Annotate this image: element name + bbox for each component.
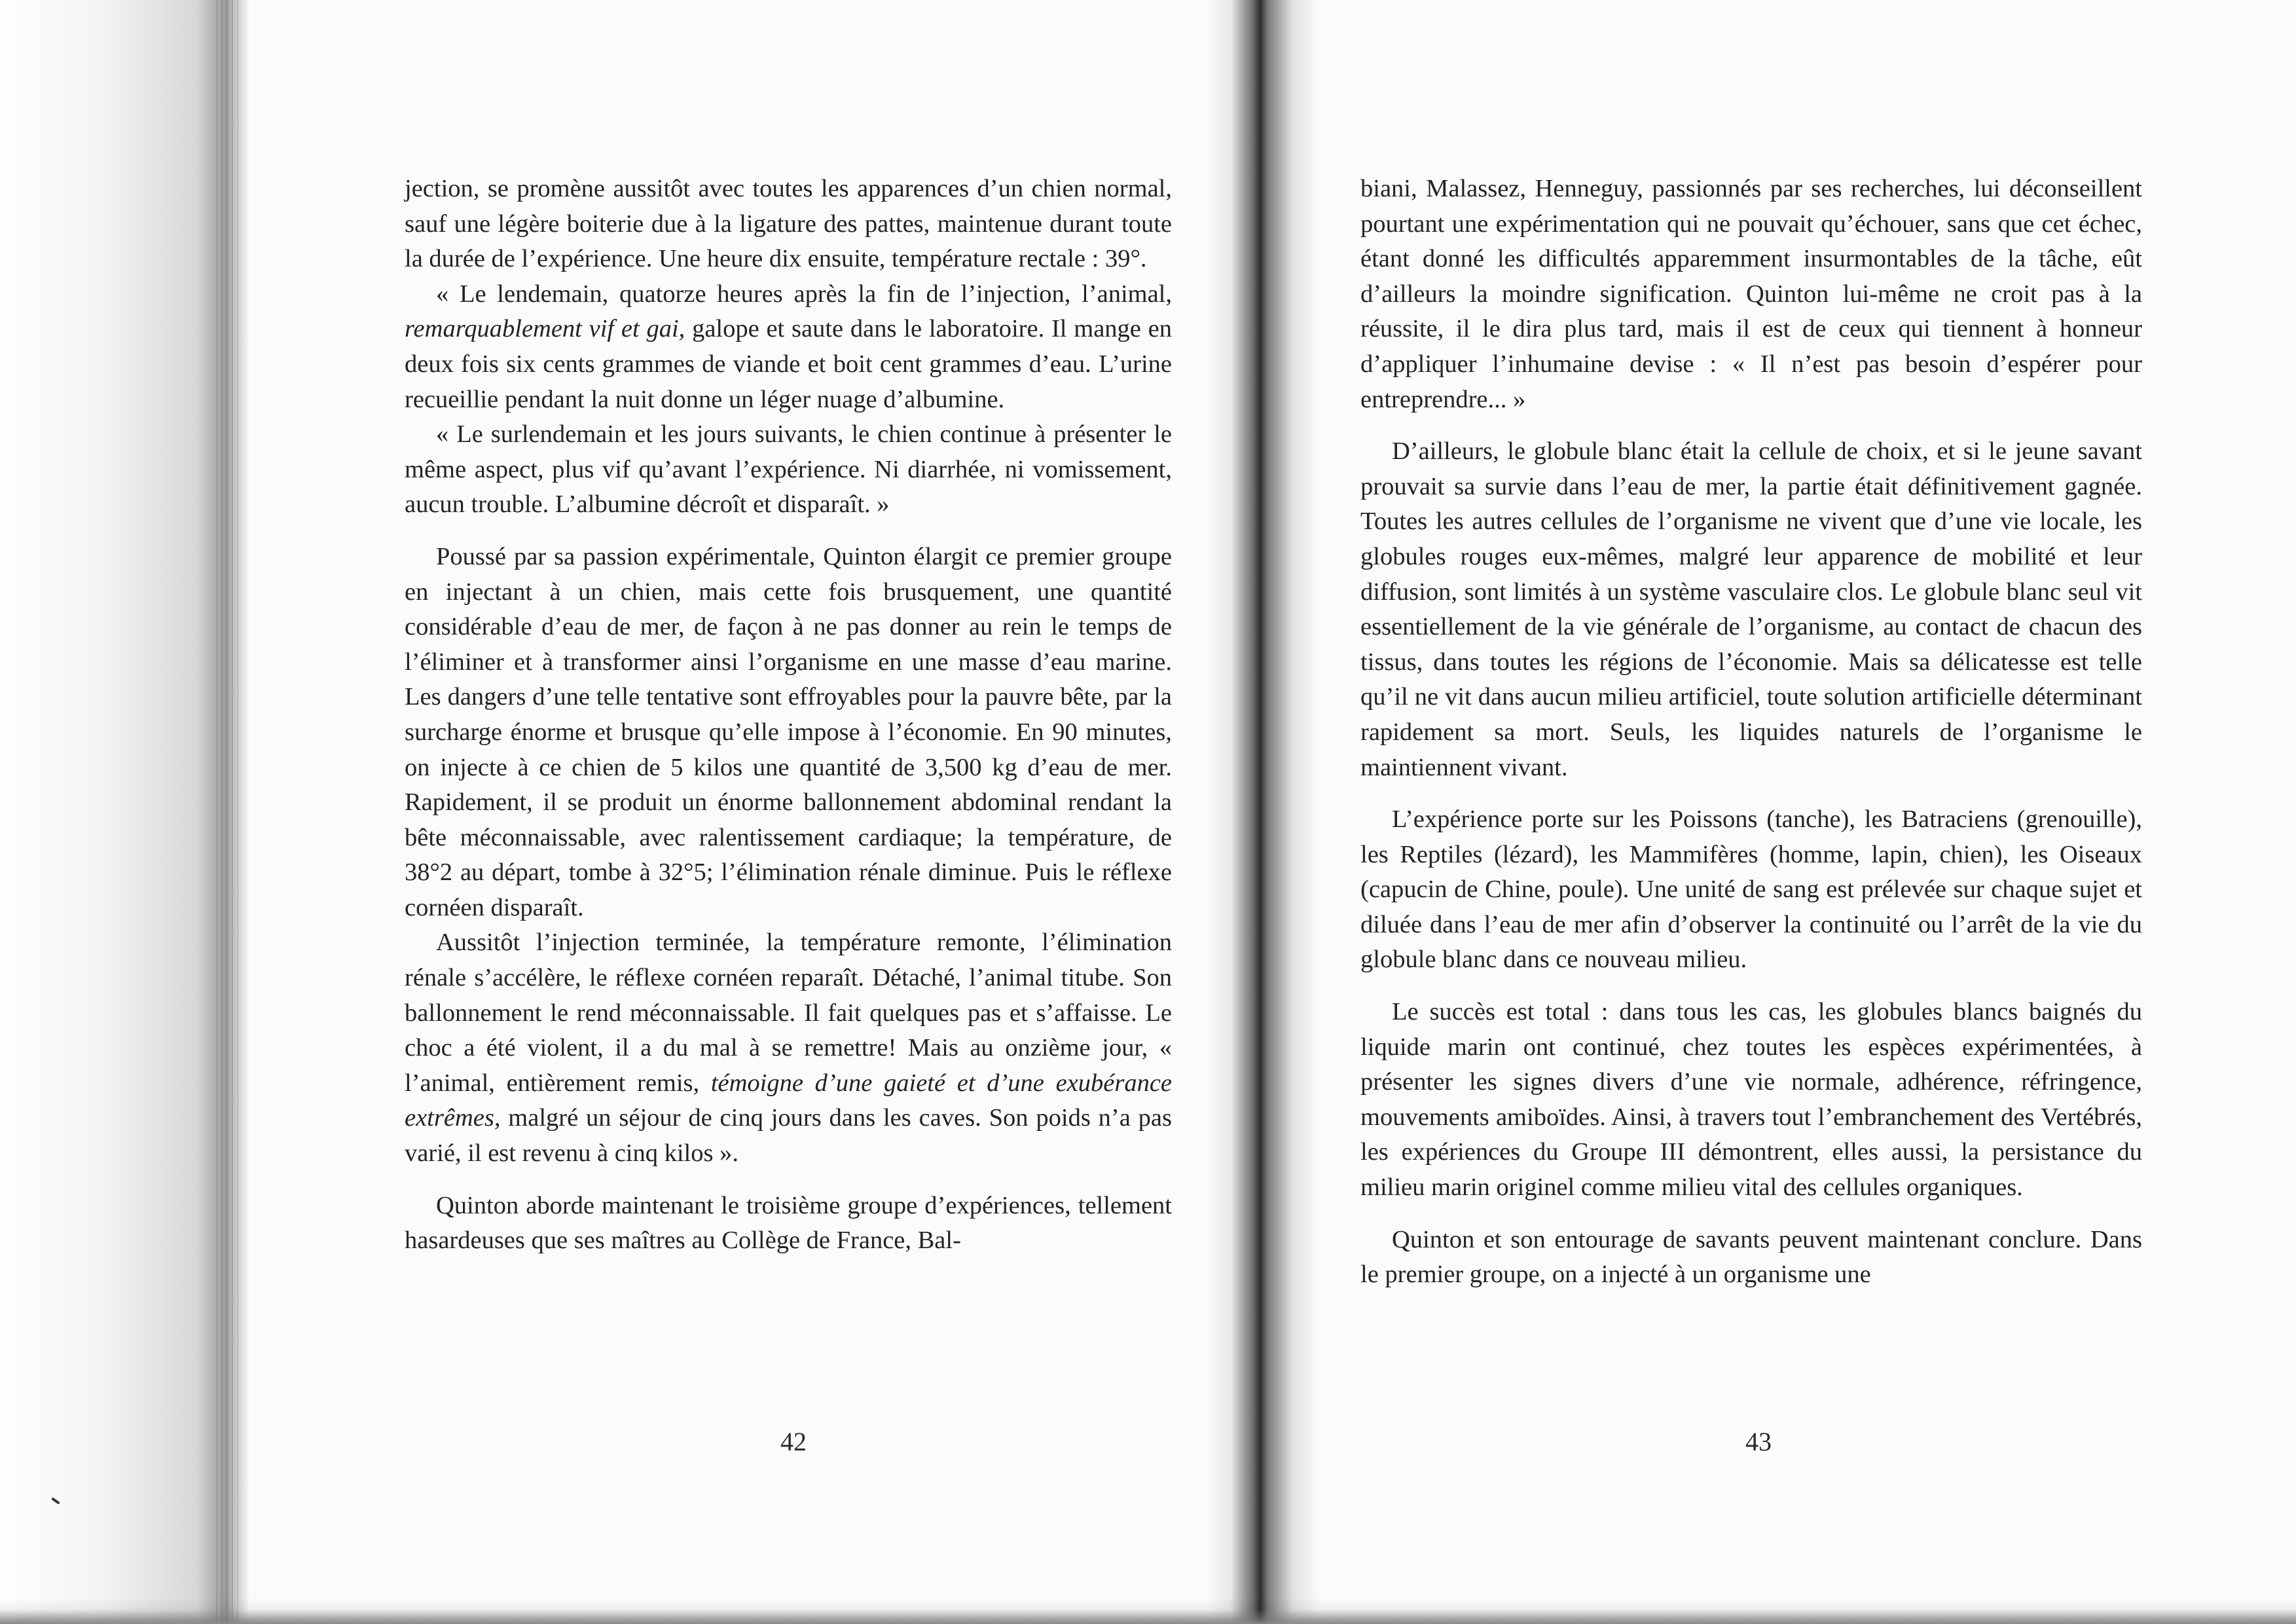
paragraph: biani, Malassez, Henneguy, passionnés par ses recherches, lui déconseillent pourtant une expérimentation qui ne pouvait qu’échouer, sans que cet échec, étant donné les difficultés apparemment insurmontables de la tâche, eût d’ailleurs la moindre signification. Quinton lui-même ne croit pas à la réussite, il le dira plus tard, mais il est de ceux qui tiennent à honneur d’appliquer l’inhumaine devise : « Il n’est pas besoin d’espérer pour entreprendre... »	[1360, 175, 2142, 413]
paragraph: Quinton et son entourage de savants peuvent maintenant conclure. Dans le premier groupe, on a injecté à un organisme une	[1360, 1225, 2142, 1289]
paragraph: D’ailleurs, le globule blanc était la cellule de choix, et si le jeune savant prouvait sa survie dans l’eau de mer, la partie était définitivement gagnée. Toutes les autres cellules de l’organisme ne vivent que d’une vie locale, les globules rouges eux-mêmes, malgré leur apparence de mobilité et leur diffusion, sont limités à un système vasculaire clos. Le globule blanc seul vit essentiellement de la vie générale de l’organisme, au contact de chacun des tissus, dans toutes les régions de l’économie. Mais sa délicatesse est telle qu’il ne vit dans aucun milieu artificiel, toute solution artificielle déterminant rapidement sa mort. Seuls, les liquides naturels de l’organisme le maintiennent vivant.	[1360, 437, 2142, 781]
binding-edge	[0, 0, 249, 1624]
page-number: 43	[1745, 1427, 1772, 1456]
paragraph: Quinton aborde maintenant le troisième groupe d’expériences, tellement hasardeuses que ses maîtres au Collège de France, Bal-	[405, 1191, 1172, 1255]
page-stack-edges	[216, 0, 242, 1624]
paragraph: L’expérience porte sur les Poissons (tanche), les Batraciens (grenouille), les Reptiles (lézard), les Mammifères (homme, lapin, chien), les Oiseaux (capucin de Chine, poule). Une unité de sang est prélevée sur chaque sujet et diluée dans l’eau de mer afin d’observer la continuité ou l’arrêt de la vie du globule blanc dans ce nouveau milieu.	[1360, 805, 2142, 974]
paragraph: jection, se promène aussitôt avec toutes les apparences d’un chien normal, sauf une légère boiterie due à la ligature des pattes, maintenue durant toute la durée de l’expérience. Une heure dix ensuite, température rectale : 39°.	[405, 175, 1172, 273]
left-page-text	[405, 172, 1172, 1259]
italic-quote: remarquablement vif et gai,	[405, 315, 685, 343]
bottom-edge-shadow	[0, 1598, 2296, 1624]
paragraph-text: galope et saute dans le laboratoire. Il mange en deux fois six cents grammes de viande et boit cent grammes d’eau. L’urine recueillie pendant la nuit donne un léger nuage d’albumine.	[405, 315, 1172, 413]
paragraph-text: Aussitôt l’injection terminée, la température remonte, l’élimination rénale s’accélère, le réflexe cornéen reparaît. Détaché, l’animal titube. Son ballonnement le rend méconnaissable. Il fait quelques pas et s’affaisse. Le choc a été violent, il a du mal à se remettre! Mais au onzième jour, « l’animal, entièrement remis,	[405, 929, 1172, 1097]
paragraph: Poussé par sa passion expérimentale, Quinton élargit ce premier groupe en injectant à un chien, mais cette fois brusquement, une quantité considérable d’eau de mer, de façon à ne pas donner au rein le temps de l’éliminer et à transformer ainsi l’organisme en une masse d’eau marine. Les dangers d’une telle tentative sont effroyables pour la pauvre bête, par la surcharge énorme et brusque qu’elle impose à l’économie. En 90 minutes, on injecte à ce chien de 5 kilos une quantité de 3,500 kg d’eau de mer. Rapidement, il se produit un énorme ballonnement abdominal rendant la bête méconnaissable, avec ralentissement cardiaque; la température, de 38°2 au départ, tombe à 32°5; l’élimination rénale diminue. Puis le réflexe cornéen disparaît.	[405, 542, 1172, 921]
paragraph: « Le surlendemain et les jours suivants, le chien continue à présenter le même aspect, plus vif qu’avant l’expérience. Ni diarrhée, ni vomissement, aucun trouble. L’albumine décroît et disparaît. »	[405, 420, 1172, 519]
right-page-text	[1360, 172, 2142, 1293]
paragraph	[405, 925, 1172, 1171]
page-number: 42	[780, 1427, 807, 1456]
paragraph	[405, 277, 1172, 417]
paragraph-text: malgré un séjour de cinq jours dans les caves. Son poids n’a pas varié, il est revenu à cinq kilos ».	[405, 1104, 1172, 1168]
paragraph: Le succès est total : dans tous les cas, les globules blancs baignés du liquide marin ont continué, chez toutes les espèces expérimentées, à présenter les signes divers d’une vie normale, adhérence, réfringence, mouvements amiboïdes. Ainsi, à travers tout l’embranchement des Vertébrés, les expériences du Groupe III démontrent, elles aussi, la persistance du milieu marin originel comme milieu vital des cellules organiques.	[1360, 998, 2142, 1202]
italic-quote: témoigne d’une gaieté et d’une exubérance extrêmes,	[405, 1069, 1172, 1132]
paragraph-text: « Le lendemain, quatorze heures après la fin de l’injection, l’animal,	[436, 280, 1172, 308]
book-gutter	[1208, 0, 1319, 1624]
